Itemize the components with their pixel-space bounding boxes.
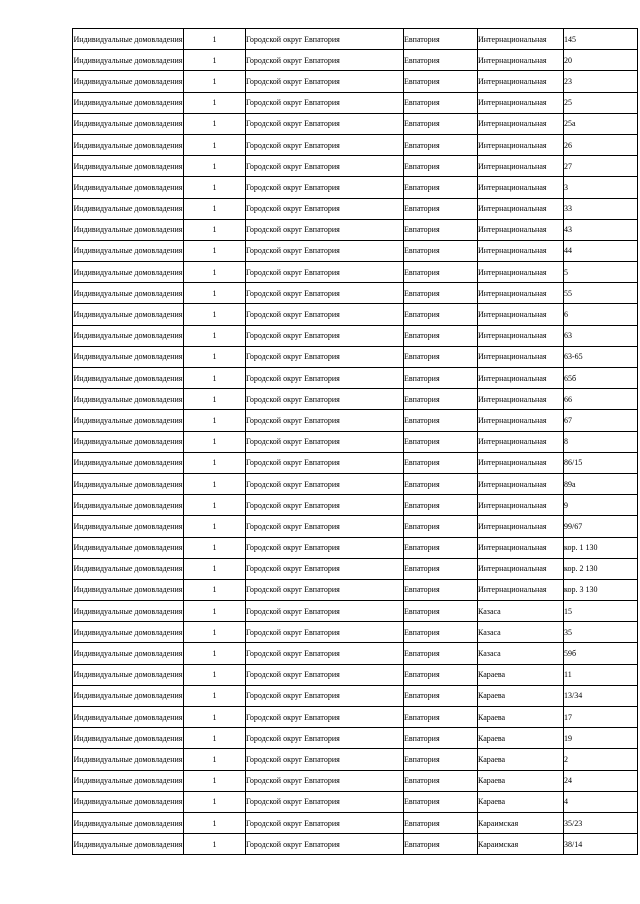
cell-municipality: Городской округ Евпатория <box>246 558 404 579</box>
cell-city: Евпатория <box>404 346 478 367</box>
cell-municipality: Городской округ Евпатория <box>246 770 404 791</box>
cell-house: кор. 2 130 <box>564 558 638 579</box>
cell-house: 25а <box>564 113 638 134</box>
table-row <box>73 346 638 367</box>
cell-count: 1 <box>184 240 246 261</box>
table-row <box>73 749 638 770</box>
cell-street: Караева <box>478 728 564 749</box>
cell-city: Евпатория <box>404 749 478 770</box>
cell-street: Интернациональная <box>478 495 564 516</box>
cell-city: Евпатория <box>404 728 478 749</box>
cell-municipality: Городской округ Евпатория <box>246 601 404 622</box>
cell-municipality: Городской округ Евпатория <box>246 834 404 855</box>
cell-count: 1 <box>184 134 246 155</box>
cell-city: Евпатория <box>404 113 478 134</box>
cell-street: Интернациональная <box>478 473 564 494</box>
cell-house: 59б <box>564 643 638 664</box>
table-row <box>73 368 638 389</box>
cell-type: Индивидуальные домовладения <box>73 368 184 389</box>
cell-municipality: Городской округ Евпатория <box>246 198 404 219</box>
cell-city: Евпатория <box>404 71 478 92</box>
cell-house: 19 <box>564 728 638 749</box>
table-row <box>73 92 638 113</box>
table-row <box>73 622 638 643</box>
cell-city: Евпатория <box>404 177 478 198</box>
cell-type: Индивидуальные домовладения <box>73 113 184 134</box>
table-row <box>73 685 638 706</box>
cell-count: 1 <box>184 283 246 304</box>
cell-count: 1 <box>184 812 246 833</box>
cell-municipality: Городской округ Евпатория <box>246 304 404 325</box>
cell-municipality: Городской округ Евпатория <box>246 685 404 706</box>
cell-house: 63 <box>564 325 638 346</box>
table-row <box>73 664 638 685</box>
table-row <box>73 707 638 728</box>
cell-street: Интернациональная <box>478 71 564 92</box>
cell-street: Караева <box>478 749 564 770</box>
table-row <box>73 198 638 219</box>
cell-city: Евпатория <box>404 516 478 537</box>
cell-street: Интернациональная <box>478 50 564 71</box>
cell-house: 20 <box>564 50 638 71</box>
cell-house: 2 <box>564 749 638 770</box>
cell-type: Индивидуальные домовладения <box>73 643 184 664</box>
cell-count: 1 <box>184 452 246 473</box>
cell-type: Индивидуальные домовладения <box>73 50 184 71</box>
cell-count: 1 <box>184 304 246 325</box>
cell-house: 26 <box>564 134 638 155</box>
cell-type: Индивидуальные домовладения <box>73 431 184 452</box>
cell-municipality: Городской округ Евпатория <box>246 812 404 833</box>
table-row <box>73 29 638 50</box>
cell-type: Индивидуальные домовладения <box>73 219 184 240</box>
cell-city: Евпатория <box>404 29 478 50</box>
table-row <box>73 431 638 452</box>
cell-municipality: Городской округ Евпатория <box>246 410 404 431</box>
cell-street: Караимская <box>478 834 564 855</box>
table-row <box>73 134 638 155</box>
cell-type: Индивидуальные домовладения <box>73 177 184 198</box>
cell-type: Индивидуальные домовладения <box>73 664 184 685</box>
cell-type: Индивидуальные домовладения <box>73 622 184 643</box>
cell-city: Евпатория <box>404 685 478 706</box>
cell-municipality: Городской округ Евпатория <box>246 134 404 155</box>
cell-street: Караева <box>478 770 564 791</box>
cell-municipality: Городской округ Евпатория <box>246 71 404 92</box>
cell-city: Евпатория <box>404 325 478 346</box>
cell-city: Евпатория <box>404 368 478 389</box>
table-row <box>73 728 638 749</box>
cell-city: Евпатория <box>404 791 478 812</box>
table-row <box>73 71 638 92</box>
cell-type: Индивидуальные домовладения <box>73 728 184 749</box>
cell-house: 5 <box>564 262 638 283</box>
cell-type: Индивидуальные домовладения <box>73 516 184 537</box>
cell-street: Интернациональная <box>478 368 564 389</box>
cell-house: 11 <box>564 664 638 685</box>
cell-street: Караева <box>478 707 564 728</box>
cell-city: Евпатория <box>404 664 478 685</box>
cell-street: Интернациональная <box>478 92 564 113</box>
cell-house: 35/23 <box>564 812 638 833</box>
cell-type: Индивидуальные домовладения <box>73 558 184 579</box>
cell-house: 67 <box>564 410 638 431</box>
cell-type: Индивидуальные домовладения <box>73 240 184 261</box>
cell-count: 1 <box>184 791 246 812</box>
cell-count: 1 <box>184 346 246 367</box>
table-row <box>73 537 638 558</box>
cell-city: Евпатория <box>404 643 478 664</box>
cell-street: Интернациональная <box>478 537 564 558</box>
cell-street: Интернациональная <box>478 29 564 50</box>
cell-municipality: Городской округ Евпатория <box>246 389 404 410</box>
table-row <box>73 473 638 494</box>
cell-type: Индивидуальные домовладения <box>73 579 184 600</box>
cell-street: Интернациональная <box>478 516 564 537</box>
cell-municipality: Городской округ Евпатория <box>246 113 404 134</box>
cell-municipality: Городской округ Евпатория <box>246 29 404 50</box>
cell-street: Интернациональная <box>478 579 564 600</box>
cell-type: Индивидуальные домовладения <box>73 834 184 855</box>
cell-municipality: Городской округ Евпатория <box>246 240 404 261</box>
cell-city: Евпатория <box>404 707 478 728</box>
cell-house: 9 <box>564 495 638 516</box>
cell-city: Евпатория <box>404 834 478 855</box>
cell-city: Евпатория <box>404 389 478 410</box>
cell-count: 1 <box>184 664 246 685</box>
cell-street: Казаса <box>478 622 564 643</box>
cell-house: 8 <box>564 431 638 452</box>
cell-street: Интернациональная <box>478 410 564 431</box>
cell-municipality: Городской округ Евпатория <box>246 283 404 304</box>
table-row <box>73 516 638 537</box>
table-row <box>73 389 638 410</box>
cell-city: Евпатория <box>404 262 478 283</box>
cell-municipality: Городской округ Евпатория <box>246 219 404 240</box>
cell-count: 1 <box>184 685 246 706</box>
cell-municipality: Городской округ Евпатория <box>246 622 404 643</box>
cell-street: Интернациональная <box>478 156 564 177</box>
cell-count: 1 <box>184 325 246 346</box>
cell-house: 65б <box>564 368 638 389</box>
cell-street: Интернациональная <box>478 262 564 283</box>
cell-city: Евпатория <box>404 219 478 240</box>
cell-municipality: Городской округ Евпатория <box>246 368 404 389</box>
cell-city: Евпатория <box>404 579 478 600</box>
cell-house: 86/15 <box>564 452 638 473</box>
cell-street: Интернациональная <box>478 219 564 240</box>
cell-count: 1 <box>184 495 246 516</box>
cell-count: 1 <box>184 156 246 177</box>
cell-street: Караева <box>478 791 564 812</box>
cell-city: Евпатория <box>404 473 478 494</box>
cell-house: 89а <box>564 473 638 494</box>
cell-count: 1 <box>184 113 246 134</box>
cell-count: 1 <box>184 728 246 749</box>
cell-street: Интернациональная <box>478 113 564 134</box>
cell-count: 1 <box>184 368 246 389</box>
cell-house: 33 <box>564 198 638 219</box>
cell-count: 1 <box>184 389 246 410</box>
table-row <box>73 325 638 346</box>
cell-type: Индивидуальные домовладения <box>73 791 184 812</box>
cell-count: 1 <box>184 537 246 558</box>
table-row <box>73 283 638 304</box>
cell-municipality: Городской округ Евпатория <box>246 325 404 346</box>
cell-type: Индивидуальные домовладения <box>73 29 184 50</box>
cell-municipality: Городской округ Евпатория <box>246 516 404 537</box>
cell-city: Евпатория <box>404 410 478 431</box>
table-row <box>73 156 638 177</box>
cell-type: Индивидуальные домовладения <box>73 389 184 410</box>
cell-house: 43 <box>564 219 638 240</box>
table-row <box>73 558 638 579</box>
cell-type: Индивидуальные домовладения <box>73 812 184 833</box>
table-row <box>73 770 638 791</box>
cell-municipality: Городской округ Евпатория <box>246 346 404 367</box>
cell-city: Евпатория <box>404 156 478 177</box>
cell-city: Евпатория <box>404 812 478 833</box>
cell-house: 6 <box>564 304 638 325</box>
cell-count: 1 <box>184 262 246 283</box>
cell-count: 1 <box>184 177 246 198</box>
table-row <box>73 834 638 855</box>
cell-municipality: Городской округ Евпатория <box>246 452 404 473</box>
cell-city: Евпатория <box>404 622 478 643</box>
cell-municipality: Городской округ Евпатория <box>246 664 404 685</box>
cell-municipality: Городской округ Евпатория <box>246 156 404 177</box>
cell-type: Индивидуальные домовладения <box>73 134 184 155</box>
cell-type: Индивидуальные домовладения <box>73 262 184 283</box>
cell-street: Интернациональная <box>478 558 564 579</box>
cell-street: Казаса <box>478 643 564 664</box>
cell-house: 38/14 <box>564 834 638 855</box>
table-row <box>73 643 638 664</box>
cell-count: 1 <box>184 558 246 579</box>
table-row <box>73 50 638 71</box>
cell-street: Казаса <box>478 601 564 622</box>
cell-city: Евпатория <box>404 431 478 452</box>
cell-street: Караева <box>478 664 564 685</box>
cell-house: 44 <box>564 240 638 261</box>
cell-city: Евпатория <box>404 50 478 71</box>
cell-type: Индивидуальные домовладения <box>73 198 184 219</box>
cell-municipality: Городской округ Евпатория <box>246 177 404 198</box>
cell-municipality: Городской округ Евпатория <box>246 473 404 494</box>
cell-count: 1 <box>184 71 246 92</box>
cell-count: 1 <box>184 579 246 600</box>
cell-house: 17 <box>564 707 638 728</box>
cell-type: Индивидуальные домовладения <box>73 685 184 706</box>
table-row <box>73 791 638 812</box>
cell-count: 1 <box>184 516 246 537</box>
cell-street: Интернациональная <box>478 452 564 473</box>
cell-type: Индивидуальные домовладения <box>73 495 184 516</box>
cell-count: 1 <box>184 622 246 643</box>
cell-count: 1 <box>184 643 246 664</box>
cell-city: Евпатория <box>404 601 478 622</box>
cell-type: Индивидуальные домовладения <box>73 92 184 113</box>
cell-type: Индивидуальные домовладения <box>73 749 184 770</box>
cell-street: Интернациональная <box>478 346 564 367</box>
cell-count: 1 <box>184 50 246 71</box>
cell-municipality: Городской округ Евпатория <box>246 749 404 770</box>
cell-count: 1 <box>184 198 246 219</box>
cell-house: кор. 1 130 <box>564 537 638 558</box>
cell-house: 145 <box>564 29 638 50</box>
cell-count: 1 <box>184 92 246 113</box>
cell-house: 55 <box>564 283 638 304</box>
cell-type: Индивидуальные домовладения <box>73 283 184 304</box>
cell-house: 23 <box>564 71 638 92</box>
cell-city: Евпатория <box>404 770 478 791</box>
table-body <box>73 29 638 855</box>
cell-count: 1 <box>184 410 246 431</box>
cell-street: Интернациональная <box>478 304 564 325</box>
cell-type: Индивидуальные домовладения <box>73 410 184 431</box>
cell-count: 1 <box>184 601 246 622</box>
cell-street: Интернациональная <box>478 240 564 261</box>
cell-municipality: Городской округ Евпатория <box>246 579 404 600</box>
cell-street: Интернациональная <box>478 325 564 346</box>
cell-type: Индивидуальные домовладения <box>73 770 184 791</box>
cell-house: 13/34 <box>564 685 638 706</box>
cell-count: 1 <box>184 473 246 494</box>
cell-type: Индивидуальные домовладения <box>73 537 184 558</box>
cell-type: Индивидуальные домовладения <box>73 473 184 494</box>
table-row <box>73 240 638 261</box>
cell-city: Евпатория <box>404 304 478 325</box>
cell-type: Индивидуальные домовладения <box>73 452 184 473</box>
cell-house: 25 <box>564 92 638 113</box>
cell-city: Евпатория <box>404 558 478 579</box>
cell-house: 66 <box>564 389 638 410</box>
cell-count: 1 <box>184 770 246 791</box>
cell-house: 63-65 <box>564 346 638 367</box>
cell-house: 27 <box>564 156 638 177</box>
table-row <box>73 812 638 833</box>
cell-city: Евпатория <box>404 198 478 219</box>
cell-type: Индивидуальные домовладения <box>73 71 184 92</box>
cell-street: Караимская <box>478 812 564 833</box>
cell-city: Евпатория <box>404 283 478 304</box>
table-row <box>73 579 638 600</box>
table-row <box>73 177 638 198</box>
cell-street: Интернациональная <box>478 389 564 410</box>
table-row <box>73 495 638 516</box>
cell-street: Караева <box>478 685 564 706</box>
cell-house: кор. 3 130 <box>564 579 638 600</box>
cell-municipality: Городской округ Евпатория <box>246 495 404 516</box>
cell-house: 15 <box>564 601 638 622</box>
cell-city: Евпатория <box>404 495 478 516</box>
cell-house: 3 <box>564 177 638 198</box>
cell-count: 1 <box>184 219 246 240</box>
cell-city: Евпатория <box>404 240 478 261</box>
cell-municipality: Городской округ Евпатория <box>246 707 404 728</box>
cell-municipality: Городской округ Евпатория <box>246 791 404 812</box>
cell-municipality: Городской округ Евпатория <box>246 92 404 113</box>
table-row <box>73 601 638 622</box>
cell-house: 99/67 <box>564 516 638 537</box>
cell-type: Индивидуальные домовладения <box>73 601 184 622</box>
cell-count: 1 <box>184 431 246 452</box>
cell-street: Интернациональная <box>478 177 564 198</box>
cell-city: Евпатория <box>404 92 478 113</box>
address-table <box>72 28 638 855</box>
cell-city: Евпатория <box>404 537 478 558</box>
cell-municipality: Городской округ Евпатория <box>246 728 404 749</box>
table-row <box>73 262 638 283</box>
cell-type: Индивидуальные домовладения <box>73 346 184 367</box>
cell-street: Интернациональная <box>478 431 564 452</box>
cell-municipality: Городской округ Евпатория <box>246 50 404 71</box>
cell-type: Индивидуальные домовладения <box>73 304 184 325</box>
cell-street: Интернациональная <box>478 134 564 155</box>
cell-type: Индивидуальные домовладения <box>73 325 184 346</box>
cell-municipality: Городской округ Евпатория <box>246 643 404 664</box>
table-row <box>73 304 638 325</box>
cell-house: 35 <box>564 622 638 643</box>
cell-city: Евпатория <box>404 134 478 155</box>
table-row <box>73 452 638 473</box>
cell-street: Интернациональная <box>478 283 564 304</box>
cell-municipality: Городской округ Евпатория <box>246 537 404 558</box>
table-row <box>73 410 638 431</box>
cell-count: 1 <box>184 834 246 855</box>
cell-count: 1 <box>184 707 246 728</box>
cell-count: 1 <box>184 749 246 770</box>
table-row <box>73 219 638 240</box>
cell-type: Индивидуальные домовладения <box>73 707 184 728</box>
cell-house: 4 <box>564 791 638 812</box>
cell-count: 1 <box>184 29 246 50</box>
cell-city: Евпатория <box>404 452 478 473</box>
cell-house: 24 <box>564 770 638 791</box>
table-row <box>73 113 638 134</box>
cell-type: Индивидуальные домовладения <box>73 156 184 177</box>
cell-municipality: Городской округ Евпатория <box>246 431 404 452</box>
cell-municipality: Городской округ Евпатория <box>246 262 404 283</box>
cell-street: Интернациональная <box>478 198 564 219</box>
